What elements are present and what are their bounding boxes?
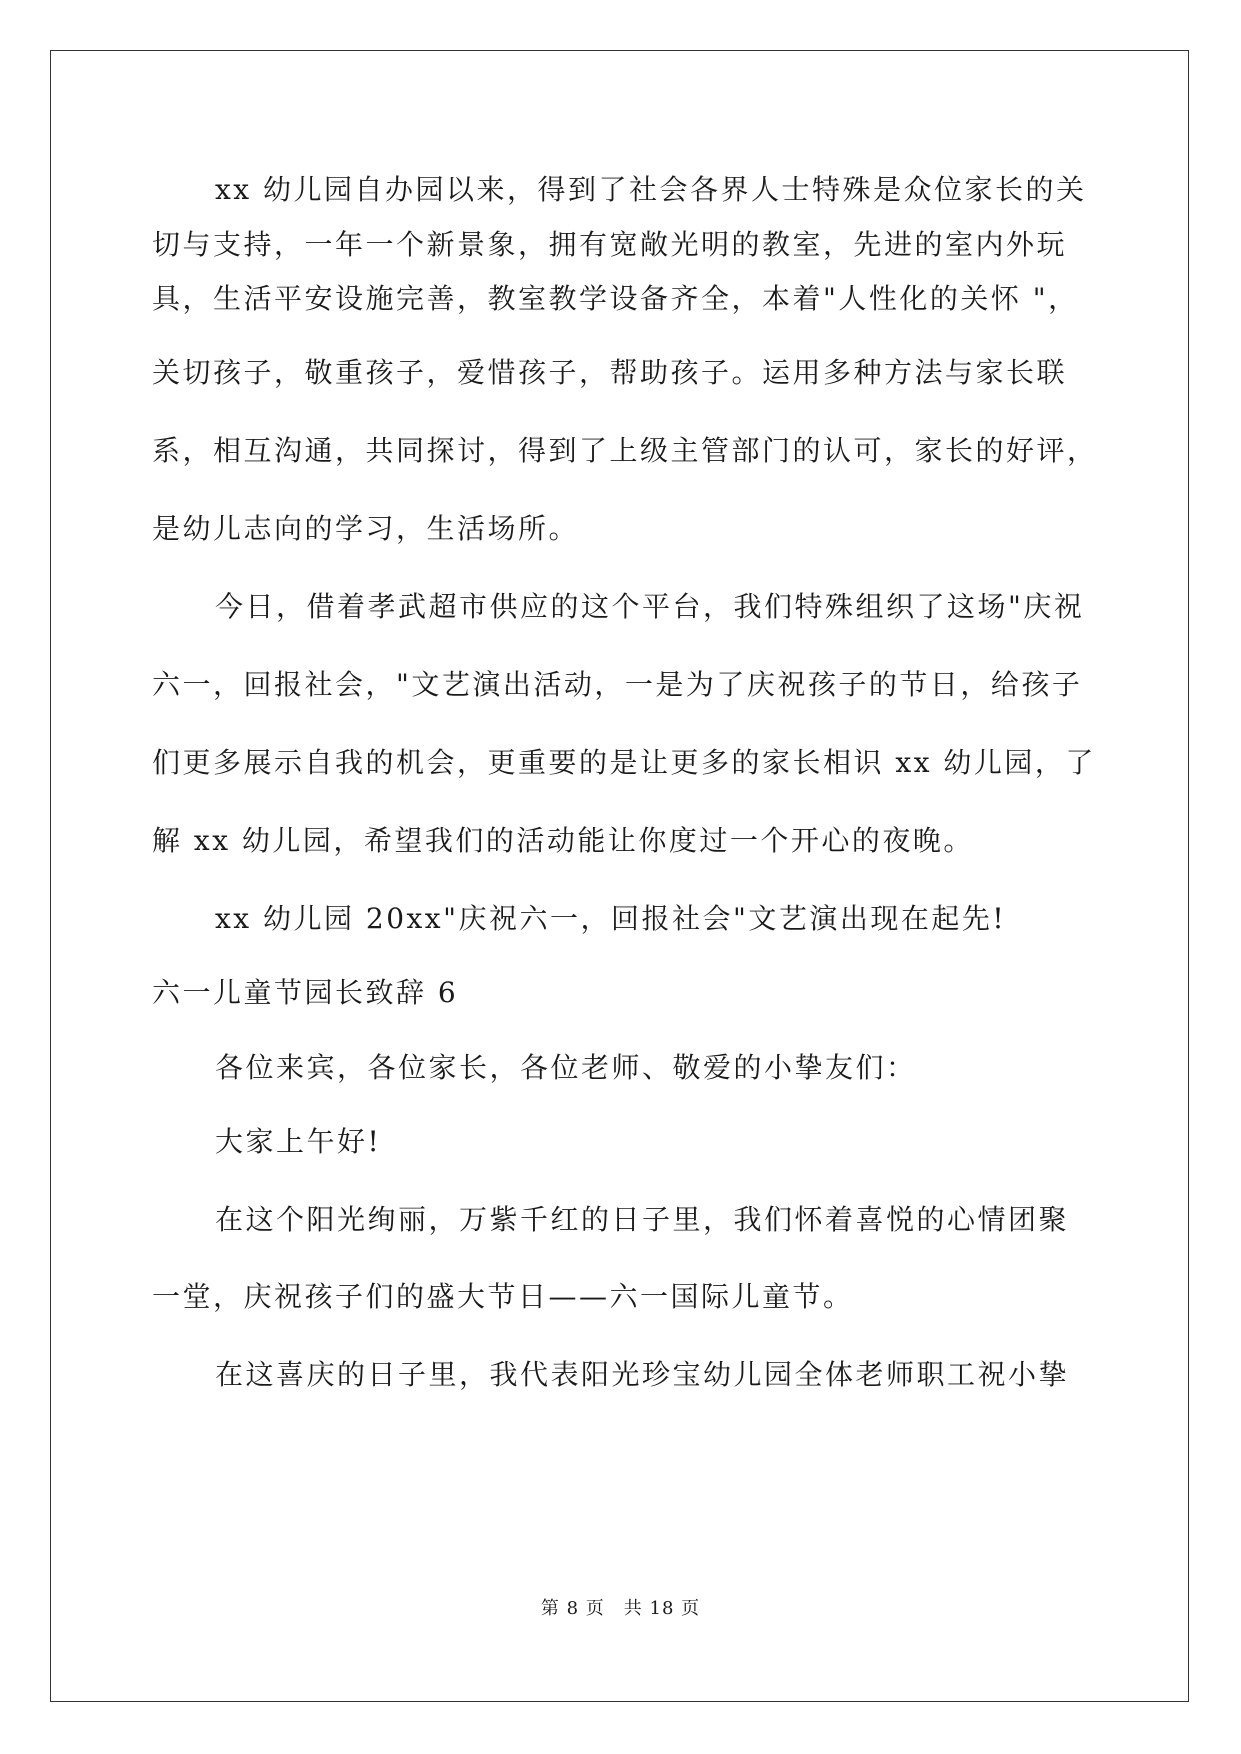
text-line: 是幼儿志向的学习，生活场所。: [152, 512, 580, 545]
page-number: 第 8 页 共 18 页: [540, 1598, 701, 1619]
text-line: 各位来宾，各位家长，各位老师、敬爱的小挚友们：: [215, 1051, 917, 1084]
text-line: 今日，借着孝武超市供应的这个平台，我们特殊组织了这场"庆祝: [215, 590, 1085, 623]
text-line: 们更多展示自我的机会，更重要的是让更多的家长相识 xx 幼儿园，了: [152, 746, 1096, 779]
text-line: 大家上午好!: [215, 1125, 382, 1158]
text-line: 解 xx 幼儿园，希望我们的活动能让你度过一个开心的夜晚。: [152, 824, 974, 857]
text-line: 在这个阳光绚丽，万紫千红的日子里，我们怀着喜悦的心情团聚: [215, 1203, 1070, 1236]
text-line: 关切孩子，敬重孩子，爱惜孩子，帮助孩子。运用多种方法与家长联: [152, 356, 1068, 389]
text-line: xx 幼儿园自办园以来，得到了社会各界人士特殊是众位家长的关: [215, 173, 1087, 206]
text-line: 具，生活平安设施完善，教室教学设备齐全，本着"人性化的关怀 "，: [152, 282, 1079, 315]
section-heading: 六一儿童节园长致辞 6: [152, 976, 459, 1009]
text-line: 六一，回报社会，"文艺演出活动，一是为了庆祝孩子的节日，给孩子: [152, 668, 1083, 701]
text-line: 一堂，庆祝孩子们的盛大节日——六一国际儿童节。: [152, 1280, 854, 1313]
text-line: 在这喜庆的日子里，我代表阳光珍宝幼儿园全体老师职工祝小挚: [215, 1358, 1070, 1391]
text-line: 系，相互沟通，共同探讨，得到了上级主管部门的认可，家长的好评，: [152, 434, 1098, 467]
text-line: 切与支持，一年一个新景象，拥有宽敞光明的教室，先进的室内外玩: [152, 228, 1068, 261]
text-line: xx 幼儿园 20xx"庆祝六一，回报社会"文艺演出现在起先!: [215, 902, 1007, 935]
